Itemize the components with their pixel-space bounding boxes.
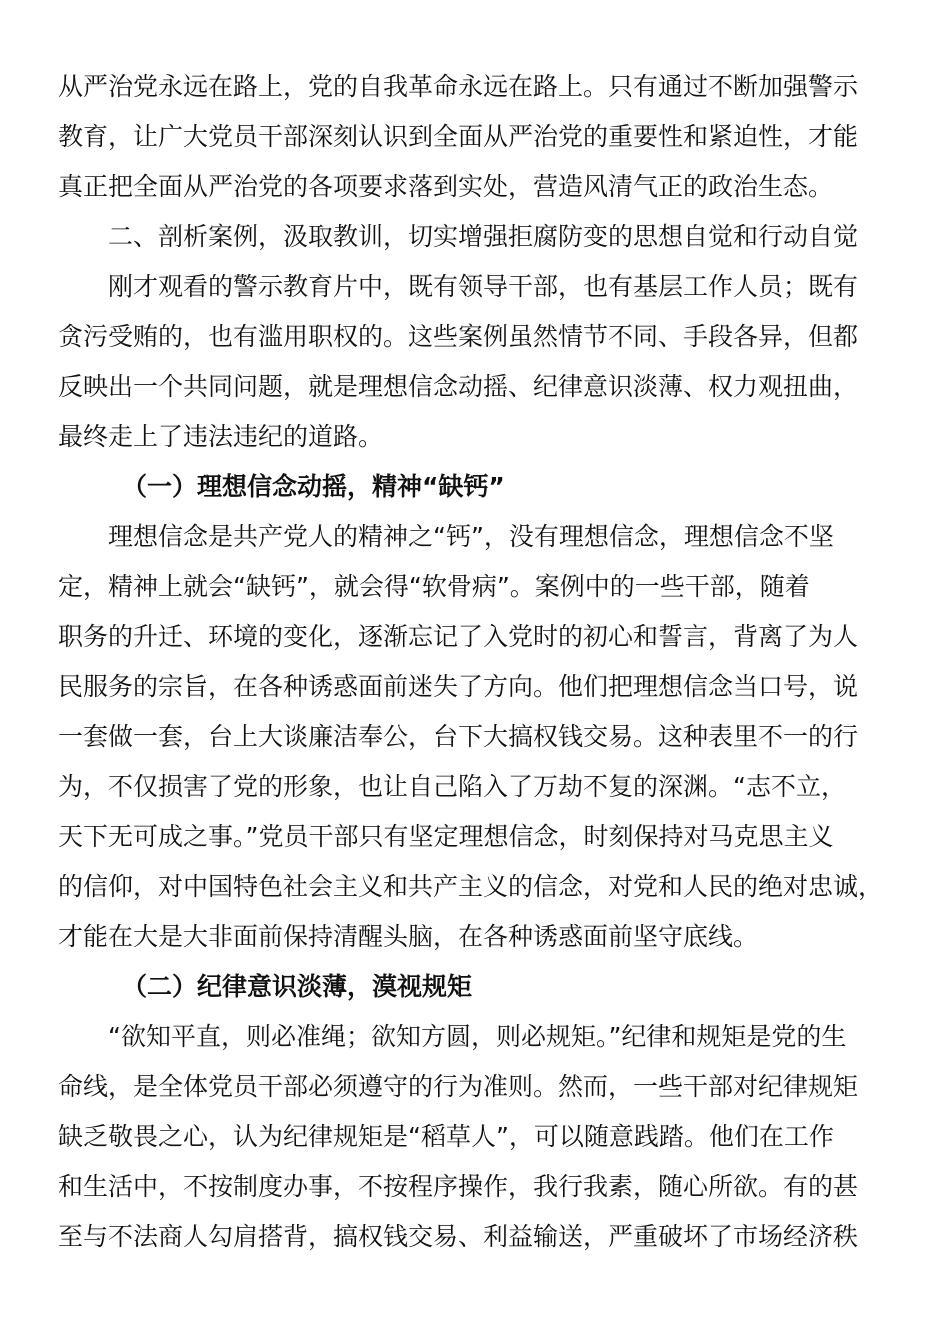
text-line: 教育，让广大党员干部深刻认识到全面从严治党的重要性和紧迫性，才能	[58, 122, 859, 151]
text-line: “欲知平直，则必准绳；欲知方圆，则必规矩。”纪律和规矩是党的生	[108, 1022, 847, 1051]
text-line: 命线，是全体党员干部必须遵守的行为准则。然而，一些干部对纪律规矩	[58, 1072, 859, 1101]
text-line: 为，不仅损害了党的形象，也让自己陷入了万劫不复的深渊。“志不立，	[58, 772, 846, 801]
text-line: 和生活中，不按制度办事，不按程序操作，我行我素，随心所欲。有的甚	[58, 1172, 859, 1201]
text-line: 至与不法商人勾肩搭背，搞权钱交易、利益输送，严重破坏了市场经济秩	[58, 1222, 859, 1251]
text-line: 刚才观看的警示教育片中，既有领导干部，也有基层工作人员；既有	[108, 272, 859, 301]
text-line: 民服务的宗旨，在各种诱惑面前迷失了方向。他们把理想信念当口号，说	[58, 672, 859, 701]
text-line: 职务的升迁、环境的变化，逐渐忘记了入党时的初心和誓言，背离了为人	[58, 622, 859, 651]
text-line: 的信仰，对中国特色社会主义和共产主义的信念，对党和人民的绝对忠诚，	[58, 872, 884, 901]
text-line: 真正把全面从严治党的各项要求落到实处，营造风清气正的政治生态。	[58, 172, 834, 201]
text-line: 贪污受贿的，也有滥用职权的。这些案例虽然情节不同、手段各异，但都	[58, 322, 859, 351]
text-line: 从严治党永远在路上，党的自我革命永远在路上。只有通过不断加强警示	[58, 72, 859, 101]
subsection-heading: （二）纪律意识淡薄，漠视规矩	[122, 972, 473, 1001]
text-line: 缺乏敬畏之心，认为纪律规矩是“稻草人”，可以随意践踏。他们在工作	[58, 1122, 834, 1151]
text-line: 一套做一套，台上大谈廉洁奉公，台下大搞权钱交易。这种表里不一的行	[58, 722, 859, 751]
text-line: 最终走上了违法违纪的道路。	[58, 422, 384, 451]
text-line: 反映出一个共同问题，就是理想信念动摇、纪律意识淡薄、权力观扭曲，	[58, 372, 859, 401]
subsection-heading: （一）理想信念动摇，精神“缺钙”	[122, 472, 505, 501]
section-heading: 二、剖析案例，汲取教训，切实增强拒腐防变的思想自觉和行动自觉	[108, 222, 859, 251]
text-line: 才能在大是大非面前保持清醒头脑，在各种诱惑面前坚守底线。	[58, 922, 759, 951]
text-line: 天下无可成之事。”党员干部只有坚定理想信念，时刻保持对马克思主义	[58, 822, 834, 851]
text-line: 定，精神上就会“缺钙”，就会得“软骨病”。案例中的一些干部，随着	[58, 572, 810, 601]
text-line: 理想信念是共产党人的精神之“钙”，没有理想信念，理想信念不坚	[108, 522, 834, 551]
